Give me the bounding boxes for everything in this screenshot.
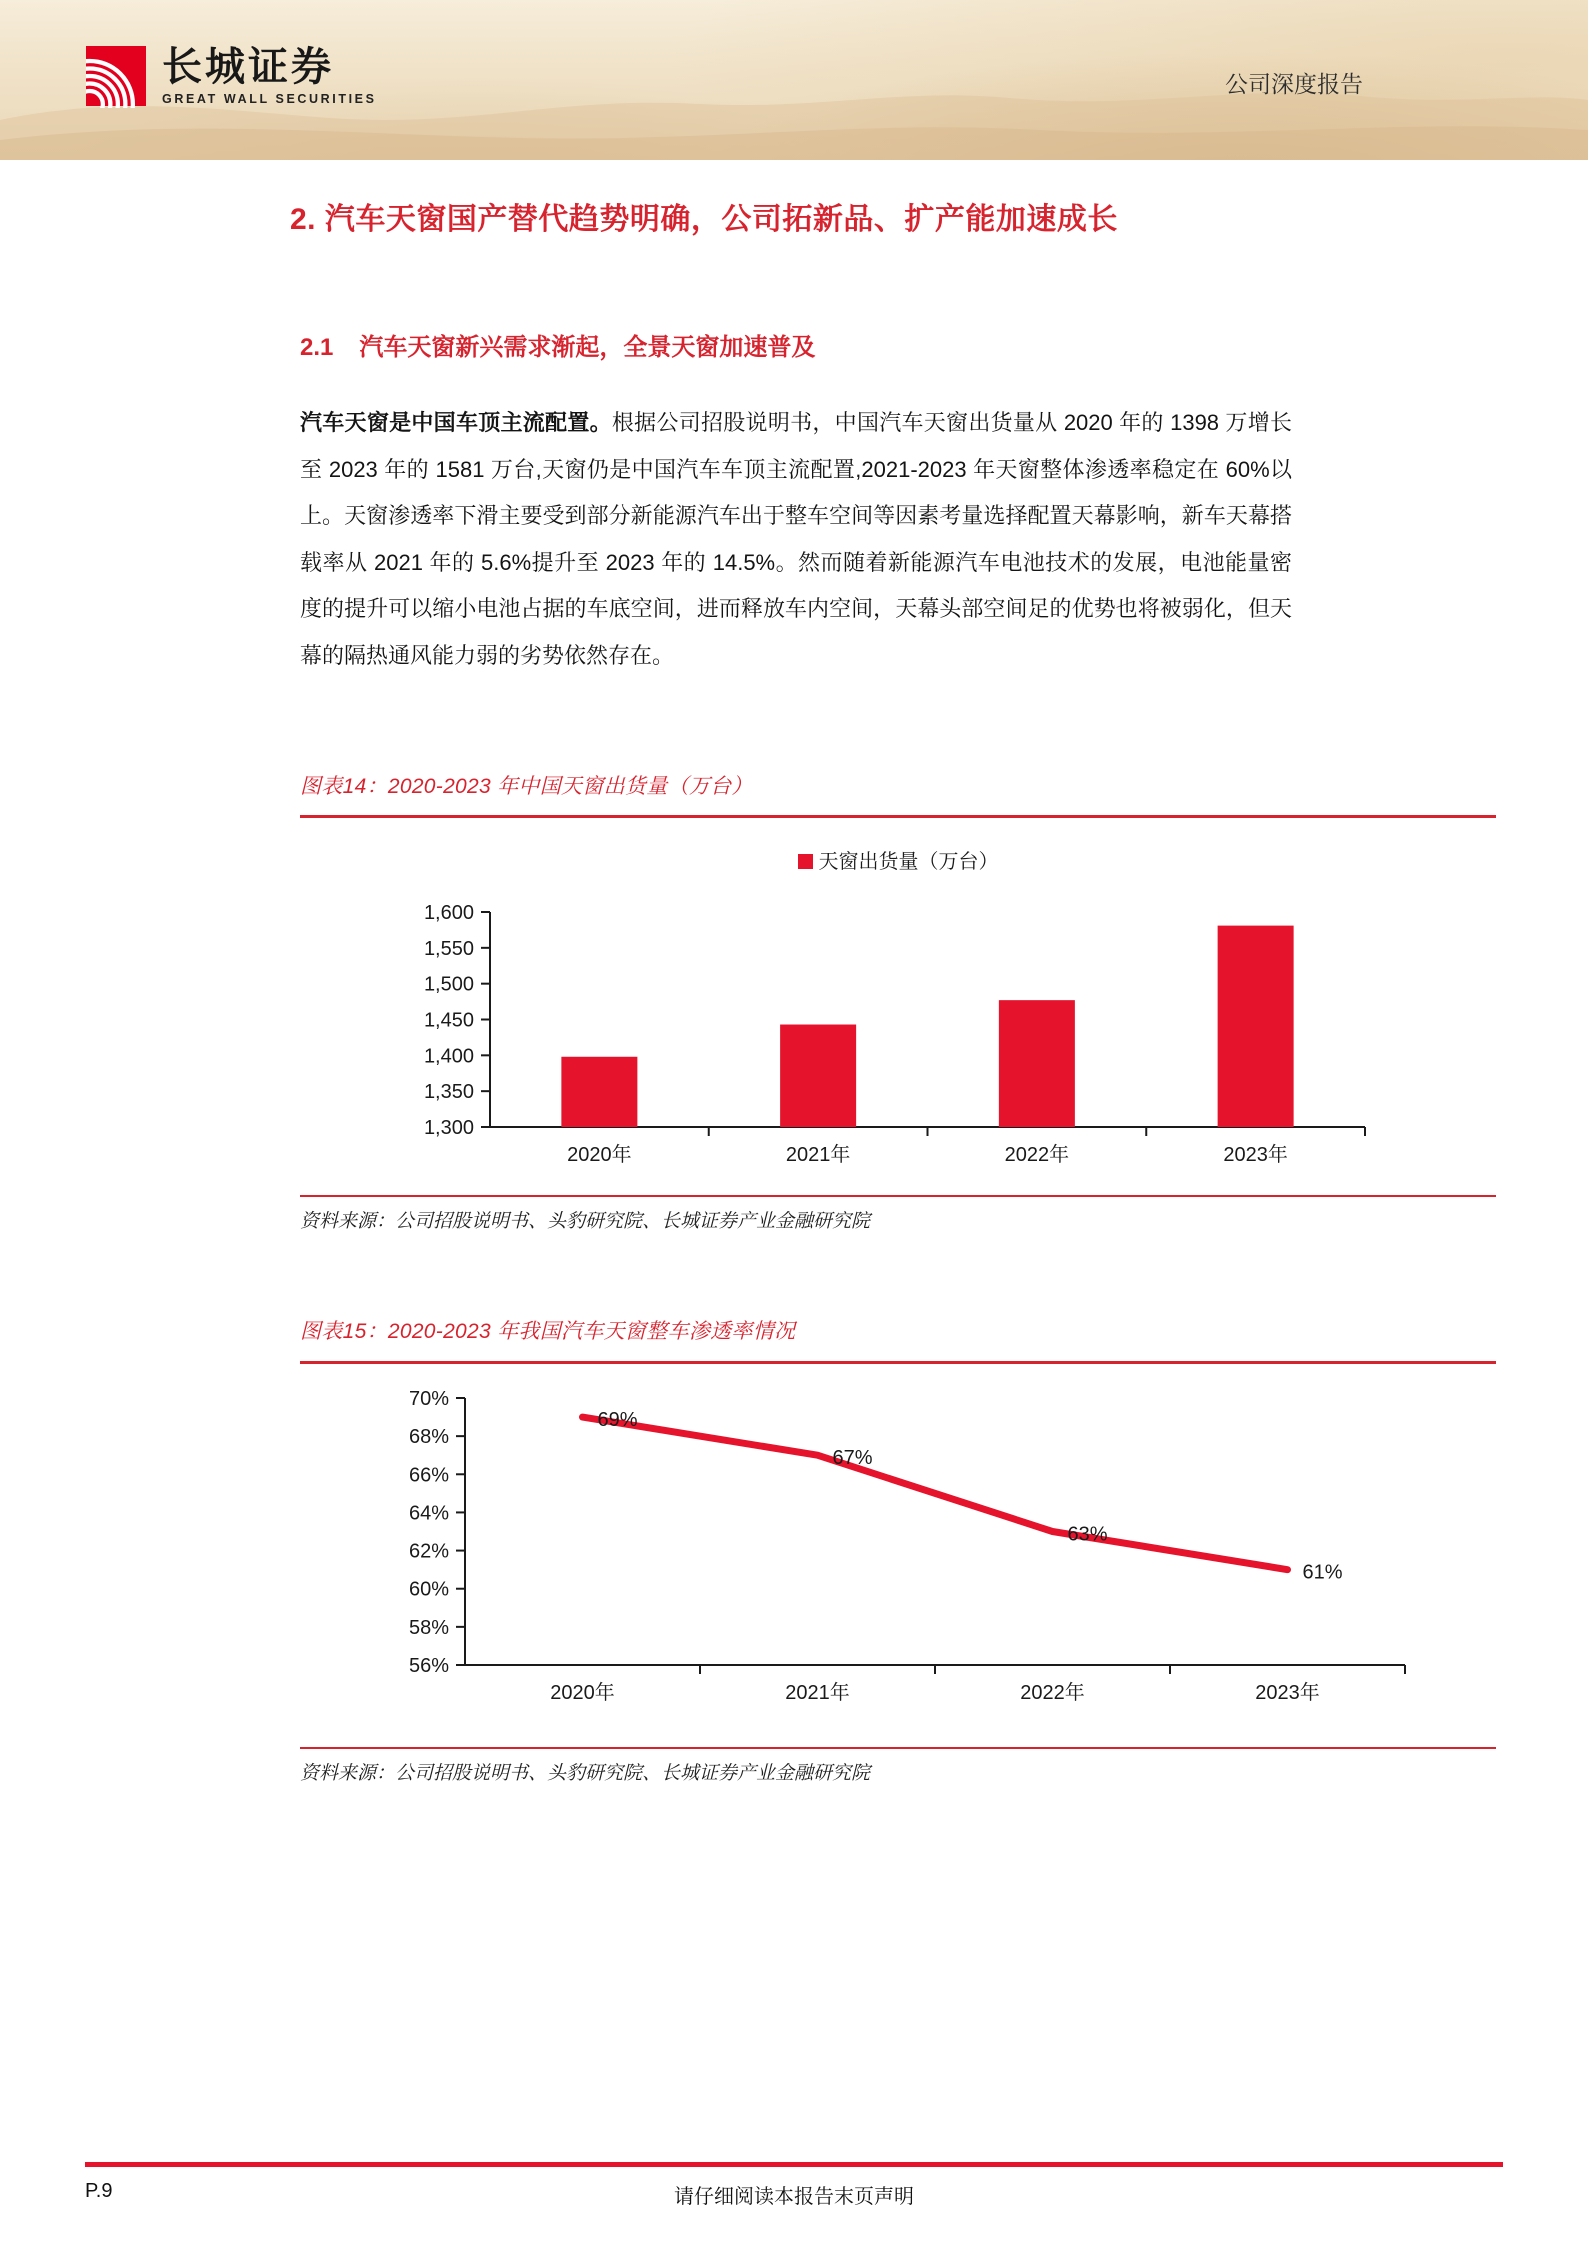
figure15-source: 资料来源：公司招股说明书、头豹研究院、长城证券产业金融研究院 [300,1763,871,1784]
figure15-bottom-rule [300,1747,1496,1749]
svg-text:1,400: 1,400 [423,1045,474,1068]
figure14-bottom-rule [300,1195,1496,1197]
x-tick-label: 2023年 [1255,1682,1320,1704]
x-tick-label: 2021年 [785,1682,850,1704]
svg-text:1,300: 1,300 [423,1117,474,1139]
svg-text:70%: 70% [408,1388,449,1410]
header-banner [0,0,1588,160]
figure15-line-chart [300,1378,1496,1708]
subsection-title [300,327,815,362]
data-label-2022年: 63% [1067,1523,1108,1546]
legend-label: 天窗出货量（万台） [818,851,999,873]
subsection-number: 2.1 [300,334,334,361]
footer-disclaimer: 请仔细阅读本报告末页声明 [674,2186,914,2208]
svg-text:1,450: 1,450 [423,1009,474,1032]
data-label-2021年: 67% [832,1447,873,1470]
bar-2020年 [561,1057,637,1127]
x-tick-label: 2020年 [567,1144,632,1166]
svg-text:68%: 68% [408,1426,449,1449]
svg-text:60%: 60% [408,1578,449,1601]
figure15-top-rule [300,1361,1496,1364]
penetration-line [583,1417,1288,1570]
svg-text:1,500: 1,500 [423,973,474,996]
report-type-label: 公司深度报告 [1225,71,1363,97]
greatwall-logo-icon [86,44,146,108]
x-tick-label: 2021年 [785,1144,851,1166]
x-tick-label: 2022年 [1020,1682,1085,1704]
page-number: P.9 [85,2180,113,2202]
svg-text:58%: 58% [408,1616,449,1639]
svg-text:62%: 62% [408,1540,449,1563]
company-logo [86,44,377,108]
svg-text:1,550: 1,550 [423,937,474,960]
svg-text:1,600: 1,600 [423,902,474,924]
svg-text:1,350: 1,350 [423,1081,474,1104]
section-title: 2. 汽车天窗国产替代趋势明确，公司拓新品、扩产能加速成长 [290,203,1118,236]
bar-2022年 [999,1000,1075,1127]
x-tick-label: 2020年 [550,1682,615,1704]
x-tick-label: 2022年 [1004,1144,1070,1166]
legend-swatch-icon [798,854,813,869]
bar-2023年 [1218,926,1294,1127]
brand-name-en: GREAT WALL SECURITIES [162,92,377,106]
x-tick-label: 2023年 [1223,1144,1288,1166]
brand-text [162,44,377,106]
figure14-title: 图表14：2020-2023 年中国天窗出货量（万台） [300,775,753,798]
figure14-bar-chart [300,870,1496,1200]
bar-2021年 [780,1025,856,1127]
subsection-text: 汽车天窗新兴需求渐起，全景天窗加速普及 [359,334,816,361]
svg-text:56%: 56% [408,1655,449,1677]
body-paragraph [300,400,1292,679]
figure14-source: 资料来源：公司招股说明书、头豹研究院、长城证券产业金融研究院 [300,1211,871,1232]
brand-name-cn: 长城证券 [162,45,334,89]
footer-rule [85,2162,1503,2167]
figure15-title: 图表15：2020-2023 年我国汽车天窗整车渗透率情况 [300,1320,796,1343]
figure14-top-rule [300,815,1496,818]
svg-text:64%: 64% [408,1502,449,1525]
data-label-2020年: 69% [597,1409,638,1432]
paragraph-body: 根据公司招股说明书，中国汽车天窗出货量从 2020 年的 1398 万增长至 2023 年的 1581 万台,天窗仍是中国汽车车顶主流配置,2021-2023 年天窗整体渗透率稳定在 60%以上。天窗渗透率下滑主要受到部分新能源汽车出于整车空间等因素考量选择配置天幕影响，新车天幕搭载率从 2021 年的 5.6%提升至 2023 年的 14.5%。然而随着新能源汽车电池技术的发展，电池能量密度的提升可以缩小电池占据的车底空间，进而释放车内空间，天幕头部空间足的优势也将被弱化，但天幕的隔热通风能力弱的劣势依然存在。 [300,410,1292,668]
data-label-2023年: 61% [1302,1561,1343,1584]
svg-text:66%: 66% [408,1464,449,1487]
paragraph-lead: 汽车天窗是中国车顶主流配置。 [300,410,612,435]
